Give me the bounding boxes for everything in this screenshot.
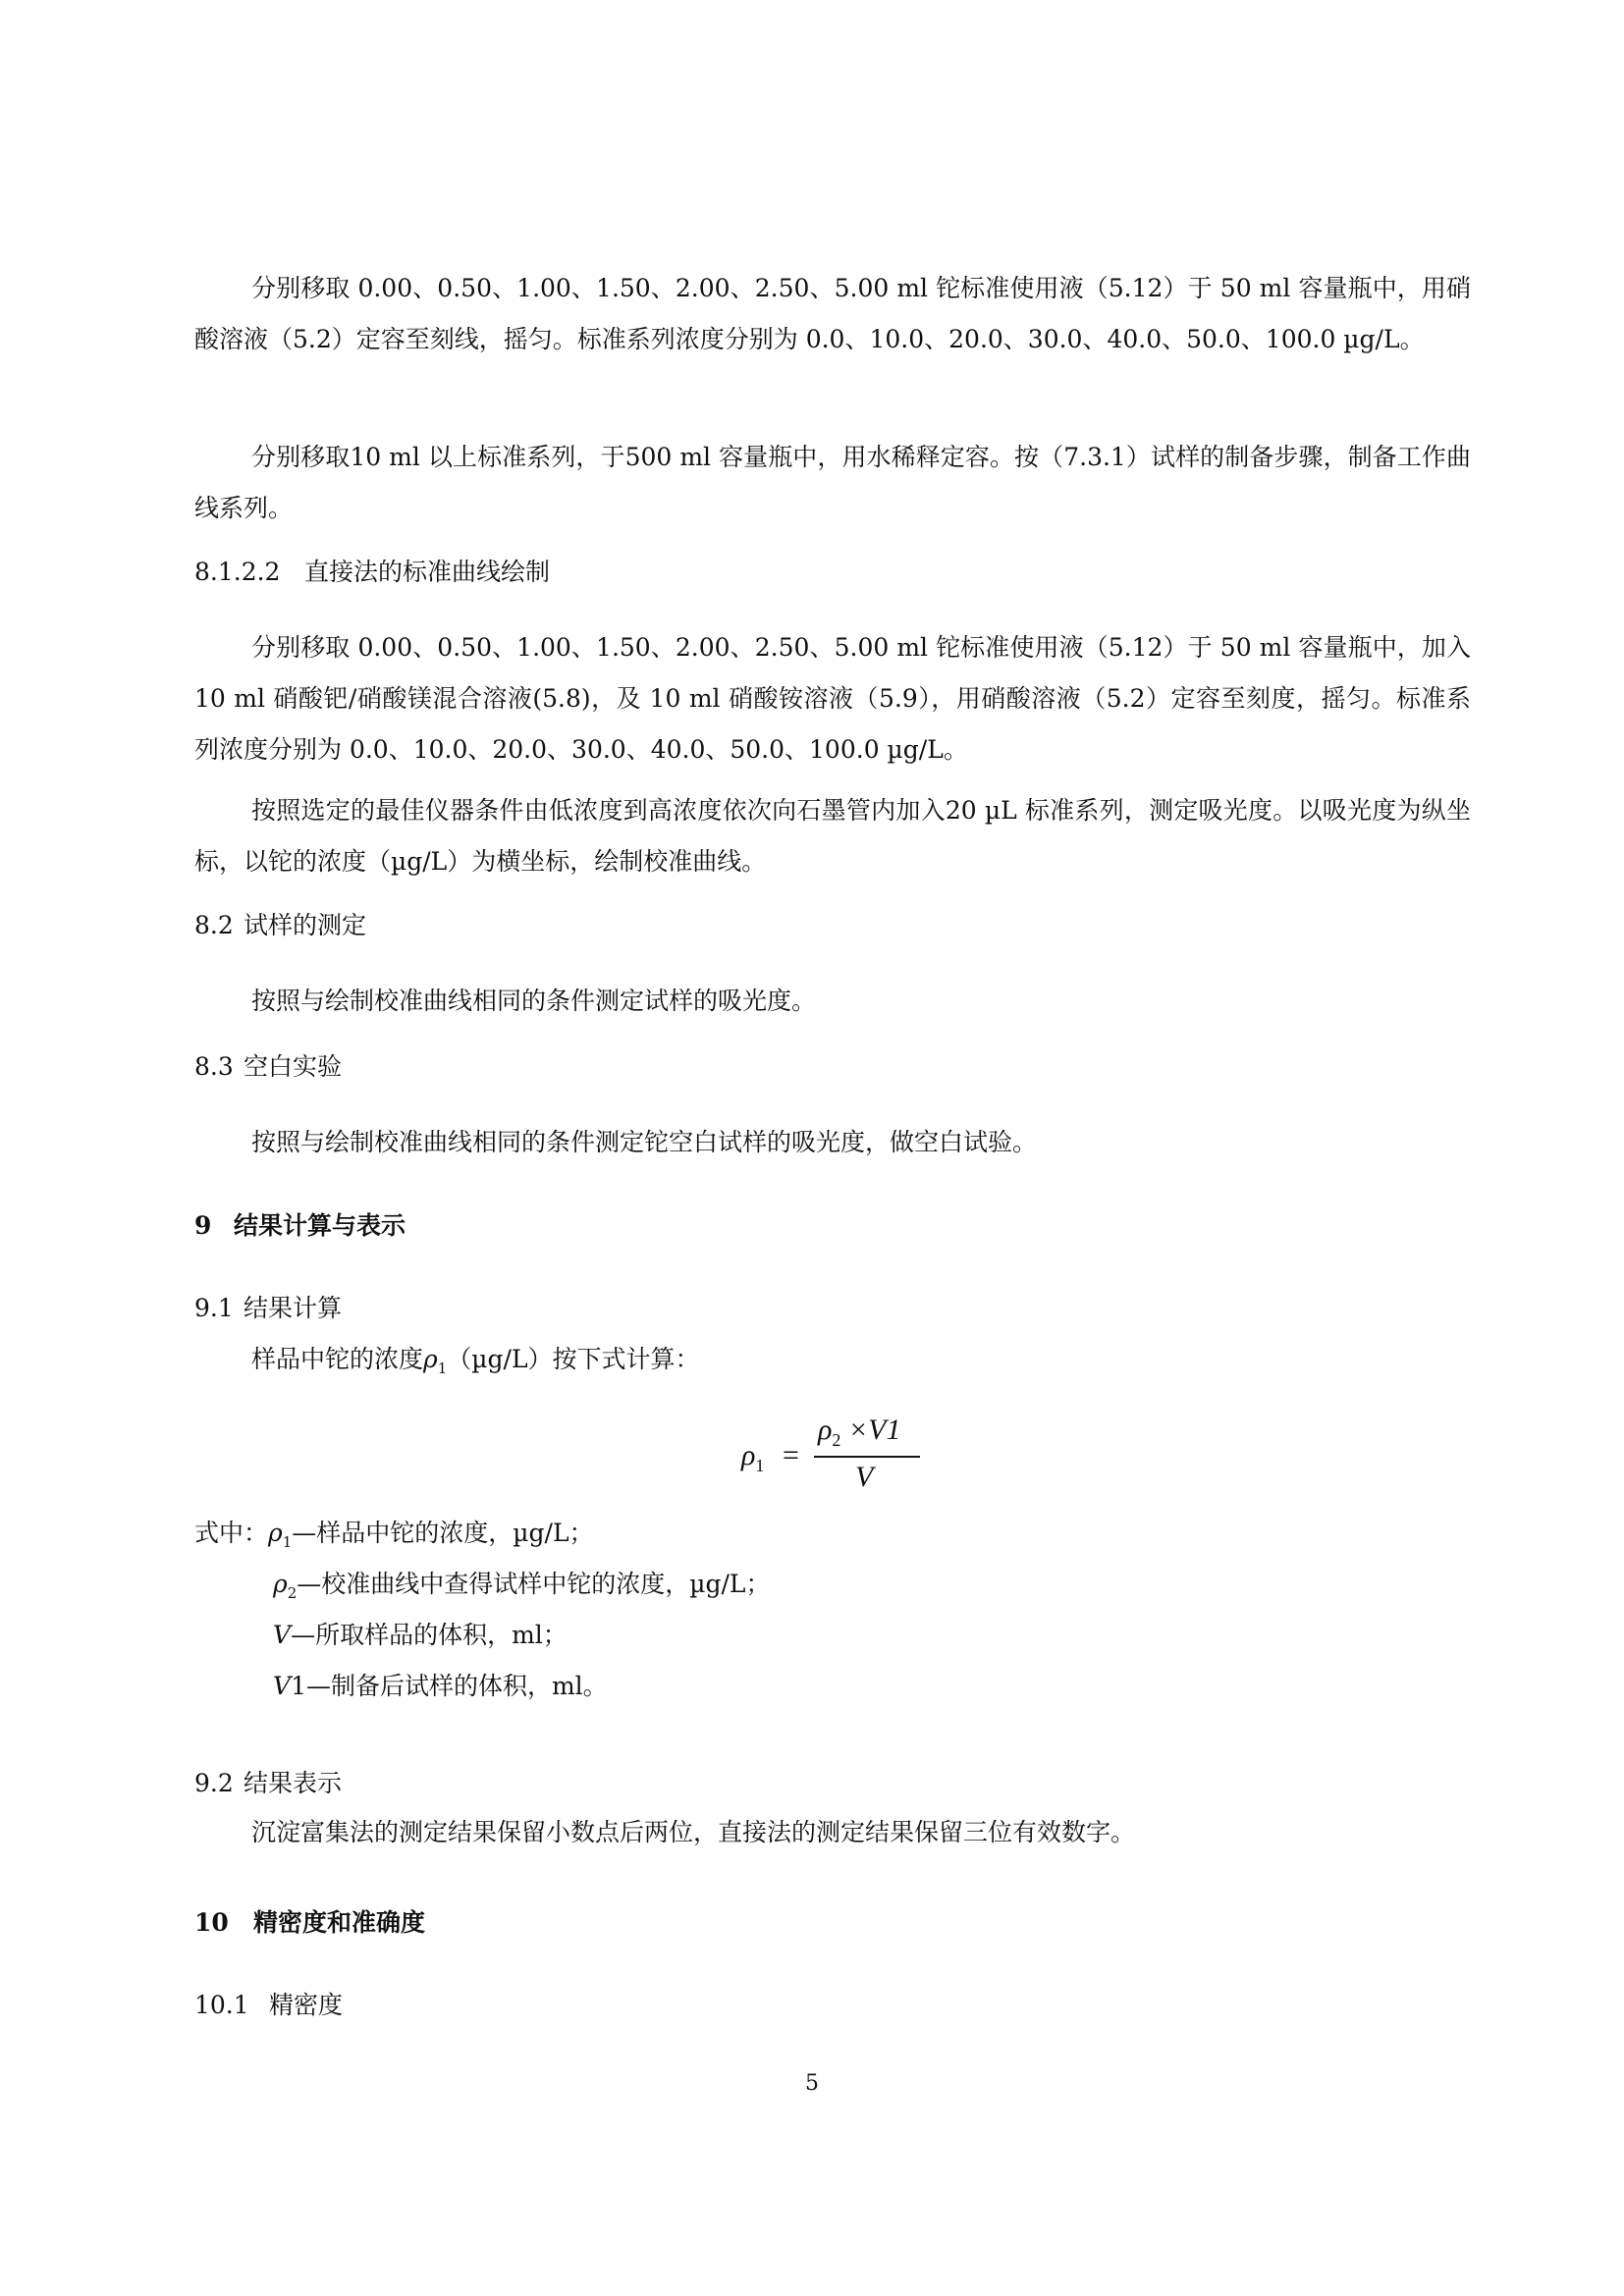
- formula-sub-1: 1: [755, 1456, 765, 1475]
- heading-title: 结果计算: [244, 1294, 343, 1322]
- def-rho1-text: —样品中铊的浓度，µg/L；: [292, 1519, 594, 1547]
- definition-rho1: [194, 1517, 594, 1559]
- def-rho1-sub: 1: [282, 1533, 293, 1551]
- paragraph-standard-series-prep: 分别移取 0.00、0.50、1.00、1.50、2.00、2.50、5.00 ml 铊标准使用液（5.12）于 50 ml 容量瓶中，用硝酸溶液（5.2）定容至刻线，摇匀。标准系列浓度分别为 0.0、10.0、20.0、30.0、40.0、50.0、100.0 µg/L。: [194, 274, 1471, 353]
- rho-symbol: ρ: [423, 1345, 438, 1373]
- heading-10-1: [194, 1989, 343, 2022]
- formula-lhs: [741, 1439, 764, 1476]
- def-v1-symbol: V: [273, 1672, 292, 1700]
- heading-number: 10.1: [194, 1991, 249, 2019]
- heading-title: 结果表示: [244, 1769, 343, 1797]
- heading-number: 8.1.2.2: [194, 558, 281, 586]
- definitions-lead: 式中：: [194, 1519, 269, 1547]
- def-rho2-symbol: ρ: [273, 1570, 288, 1598]
- fraction-bar: [814, 1456, 920, 1458]
- def-v1-sub: 1: [291, 1672, 306, 1700]
- heading-title: 精密度: [269, 1991, 344, 2019]
- formula-rho: ρ: [741, 1439, 756, 1471]
- def-rho2-text: —校准曲线中查得试样中铊的浓度，µg/L；: [297, 1570, 771, 1598]
- formula-equals: =: [783, 1439, 799, 1471]
- def-rho2-sub: 2: [287, 1584, 298, 1602]
- heading-title: 精密度和准确度: [253, 1908, 426, 1937]
- heading-number: 8.2: [194, 911, 234, 939]
- formula-times-v1: ×V1: [840, 1414, 901, 1446]
- heading-9: [194, 1209, 406, 1243]
- paragraph-calibration-curve: 按照选定的最佳仪器条件由低浓度到高浓度依次向石墨管内加入20 µL 标准系列，测定吸光度。以吸光度为纵坐标，以铊的浓度（µg/L）为横坐标，绘制校准曲线。: [194, 796, 1471, 876]
- formula-rho-2: ρ: [818, 1414, 833, 1446]
- paragraph-direct-method-series: 分别移取 0.00、0.50、1.00、1.50、2.00、2.50、5.00 ml 铊标准使用液（5.12）于 50 ml 容量瓶中，加入 10 ml 硝酸钯/硝酸镁混合溶液(5.8)，及 10 ml 硝酸铵溶液（5.9），用硝酸溶液（5.2）定容至刻度，摇匀。标准系列浓度分别为 0.0、10.0、20.0、30.0、40.0、50.0、100.0 µg/L。: [194, 633, 1471, 764]
- page-number: 5: [805, 2071, 819, 2096]
- def-v-text: —所取样品的体积，ml；: [291, 1621, 568, 1649]
- def-v-symbol: V: [273, 1621, 292, 1649]
- heading-9-1: [194, 1292, 342, 1325]
- definition-rho2: [273, 1568, 771, 1610]
- def-rho1-symbol: ρ: [268, 1519, 283, 1547]
- heading-number: 9: [194, 1211, 212, 1240]
- heading-title: 直接法的标准曲线绘制: [304, 558, 551, 586]
- formula-intro-suffix: （µg/L）按下式计算：: [447, 1345, 700, 1373]
- heading-title: 空白实验: [244, 1052, 343, 1081]
- heading-number: 9.2: [194, 1769, 234, 1797]
- formula-sub-2: 2: [832, 1430, 841, 1450]
- formula-denominator: V: [855, 1461, 874, 1493]
- heading-8-2: [194, 909, 366, 942]
- paragraph-result-expression: 沉淀富集法的测定结果保留小数点后两位，直接法的测定结果保留三位有效数字。: [251, 1818, 1136, 1846]
- formula-numerator: [818, 1414, 900, 1451]
- heading-number: 10: [194, 1908, 229, 1937]
- concentration-formula: [741, 1414, 928, 1502]
- paragraph-blank-test: 按照与绘制校准曲线相同的条件测定铊空白试样的吸光度，做空白试验。: [251, 1128, 1038, 1156]
- paragraph-sample-measurement: 按照与绘制校准曲线相同的条件测定试样的吸光度。: [251, 987, 817, 1015]
- rho-subscript: 1: [437, 1360, 448, 1377]
- def-v1-text: —制备后试样的体积，ml。: [305, 1672, 608, 1700]
- paragraph-working-curve-series: 分别移取10 ml 以上标准系列，于500 ml 容量瓶中，用水稀释定容。按（7.3.1）试样的制备步骤，制备工作曲线系列。: [194, 443, 1471, 522]
- heading-number: 8.3: [194, 1052, 234, 1081]
- heading-8-3: [194, 1050, 342, 1084]
- paragraph-formula-intro: [251, 1343, 700, 1385]
- heading-title: 试样的测定: [244, 911, 367, 939]
- formula-intro-prefix: 样品中铊的浓度: [251, 1345, 424, 1373]
- heading-title: 结果计算与表示: [234, 1211, 406, 1240]
- heading-8-1-2-2: [194, 556, 550, 589]
- definition-v: [273, 1619, 568, 1652]
- definition-v1: [273, 1670, 608, 1703]
- heading-number: 9.1: [194, 1294, 234, 1322]
- heading-10: [194, 1906, 425, 1940]
- heading-9-2: [194, 1767, 342, 1800]
